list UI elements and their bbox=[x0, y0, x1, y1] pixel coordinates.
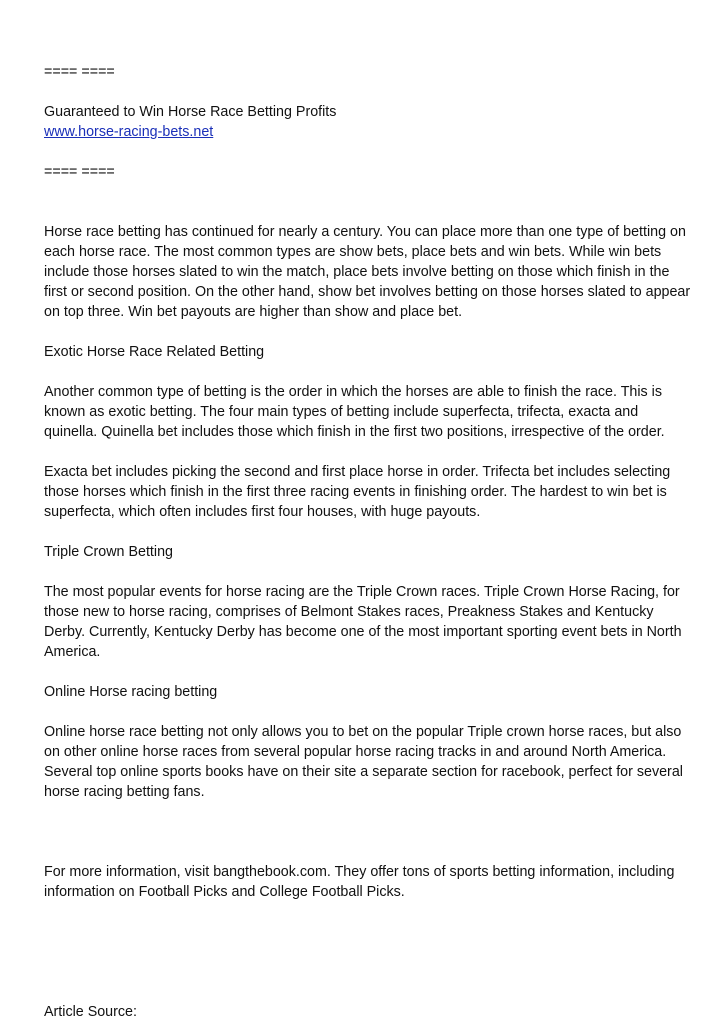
article-source-label: Article Source: bbox=[44, 1004, 137, 1020]
header-divider-bottom: ==== ==== bbox=[44, 164, 115, 180]
section-heading-triple-crown: Triple Crown Betting bbox=[44, 544, 173, 560]
article-paragraph-3: Exacta bet includes picking the second and first place horse in order. Trifecta bet includes selecting those horses which finish in the first three racing events in finishing order. The hardest to win bet is superfecta, which often includes first four houses, with huge payouts. bbox=[44, 464, 671, 520]
header-url-link[interactable]: www.horse-racing-bets.net bbox=[44, 124, 214, 140]
header-title: Guaranteed to Win Horse Race Betting Profits bbox=[44, 104, 337, 120]
section-heading-online: Online Horse racing betting bbox=[44, 684, 218, 700]
article-paragraph-1: Horse race betting has continued for nearly a century. You can place more than one type of betting on each horse race. The most common types are show bets, place bets and win bets. While win bets include those horses slated to win the match, place bets involve betting on those which finish in the first or second position. On the other hand, show bet involves betting on those horses slated to appear on top three. Win bet payouts are higher than show and place bet. bbox=[44, 224, 691, 320]
article-paragraph-6: For more information, visit bangthebook.com. They offer tons of sports betting information, including information on Football Picks and College Football Picks. bbox=[44, 864, 675, 900]
article-paragraph-4: The most popular events for horse racing are the Triple Crown races. Triple Crown Horse Racing, for those new to horse racing, comprises of Belmont Stakes races, Preakness Stakes and Kentucky Derby. Currently, Kentucky Derby has become one of the most important sporting event bets in North America. bbox=[44, 584, 682, 660]
header-divider-top: ==== ==== bbox=[44, 64, 115, 80]
document-page bbox=[44, 62, 692, 1022]
section-heading-exotic: Exotic Horse Race Related Betting bbox=[44, 344, 265, 360]
article-paragraph-5: Online horse race betting not only allows you to bet on the popular Triple crown horse races, but also on other online horse races from several popular horse racing tracks in and around North America. Several top online sports books have on their site a separate section for racebook, perfect for several horse racing betting fans. bbox=[44, 724, 683, 800]
article-paragraph-2: Another common type of betting is the order in which the horses are able to finish the race. This is known as exotic betting. The four main types of betting include superfecta, trifecta, exacta and quinella. Quinella bet includes those which finish in the first two positions, irrespective of the order. bbox=[44, 384, 665, 440]
